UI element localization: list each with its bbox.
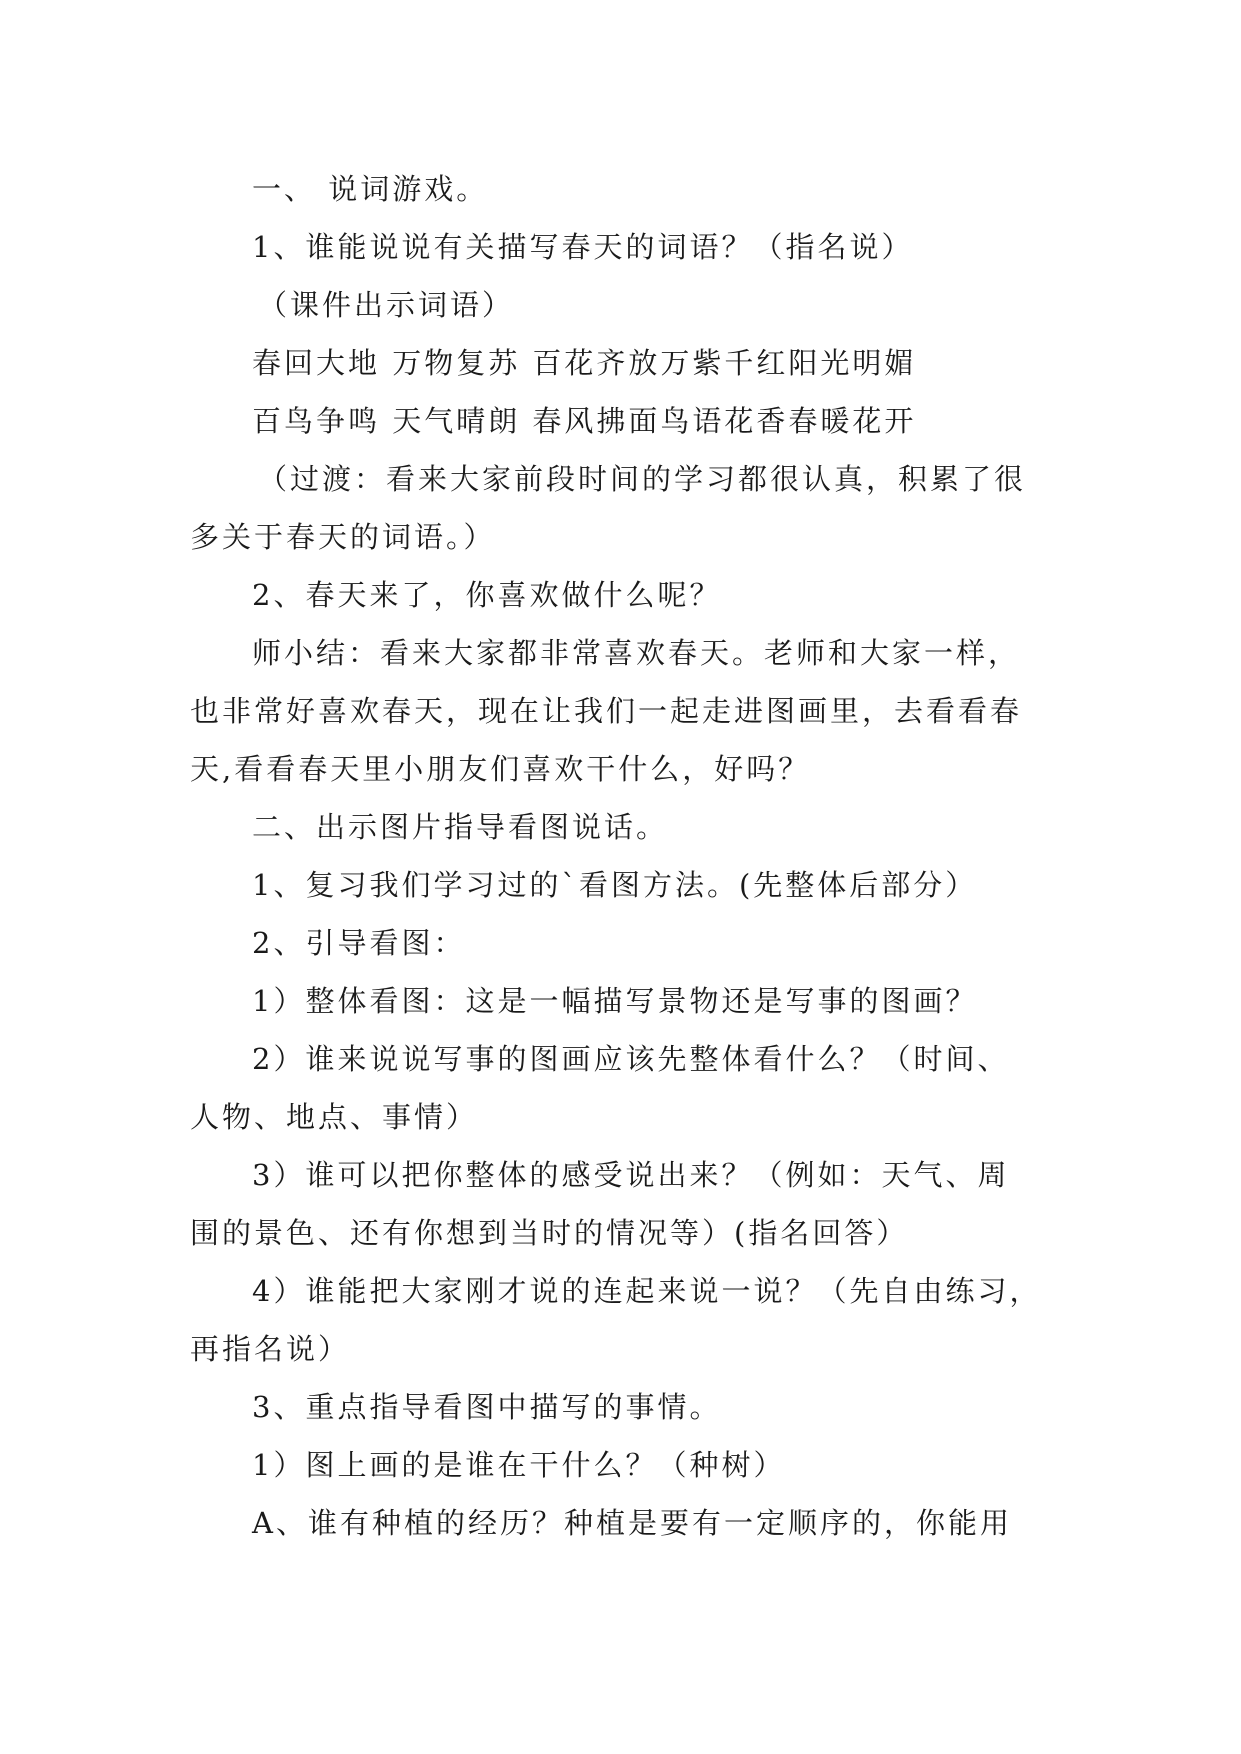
- question-spring-activities: 2、春天来了，你喜欢做什么呢？: [252, 578, 722, 612]
- teacher-summary-line-3: 天,看看春天里小朋友们喜欢干什么，好吗？: [190, 752, 811, 786]
- substep-what-first-line-1: 2）谁来说说写事的图画应该先整体看什么？（时间、: [252, 1042, 1010, 1076]
- substep-who-doing-what: 1）图上画的是谁在干什么？（种树）: [252, 1448, 786, 1482]
- substep-feelings-line-2: 围的景色、还有你想到当时的情况等）(指名回答）: [190, 1216, 909, 1250]
- question-spring-words: 1、谁能说说有关描写春天的词语？（指名说）: [252, 230, 914, 264]
- step-guide-viewing: 2、引导看图：: [252, 926, 466, 960]
- substep-feelings-line-1: 3）谁可以把你整体的感受说出来？（例如：天气、周: [252, 1158, 1010, 1192]
- substep-what-first-line-2: 人物、地点、事情）: [190, 1100, 479, 1134]
- step-focus-events: 3、重点指导看图中描写的事情。: [252, 1390, 722, 1424]
- document-body: [190, 160, 1065, 1552]
- courseware-note: （课件出示词语）: [258, 288, 515, 322]
- step-review-method: 1、复习我们学习过的`看图方法。(先整体后部分）: [252, 868, 978, 902]
- word-list-row-1: 春回大地 万物复苏 百花齐放万紫千红阳光明媚: [252, 346, 917, 380]
- section-heading-picture-talk: 二、出示图片指导看图说话。: [252, 810, 669, 844]
- word-list-row-2: 百鸟争鸣 天气晴朗 春风拂面鸟语花香春暖花开: [252, 404, 917, 438]
- substep-connect-line-2: 再指名说）: [190, 1332, 351, 1366]
- transition-note-line-1: （过渡：看来大家前段时间的学习都很认真，积累了很: [258, 462, 1027, 496]
- substep-overall-view: 1）整体看图：这是一幅描写景物还是写事的图画？: [252, 984, 978, 1018]
- transition-note-line-2: 多关于春天的词语。）: [190, 520, 496, 554]
- section-heading-word-game: 一、 说词游戏。: [252, 172, 489, 206]
- substep-connect-line-1: 4）谁能把大家刚才说的连起来说一说？（先自由练习，: [252, 1274, 1042, 1308]
- teacher-summary-line-1: 师小结：看来大家都非常喜欢春天。老师和大家一样，: [252, 636, 1021, 670]
- substep-planting-experience: A、谁有种植的经历？种植是要有一定顺序的，你能用: [252, 1506, 1012, 1540]
- teacher-summary-line-2: 也非常好喜欢春天，现在让我们一起走进图画里，去看看春: [190, 694, 1023, 728]
